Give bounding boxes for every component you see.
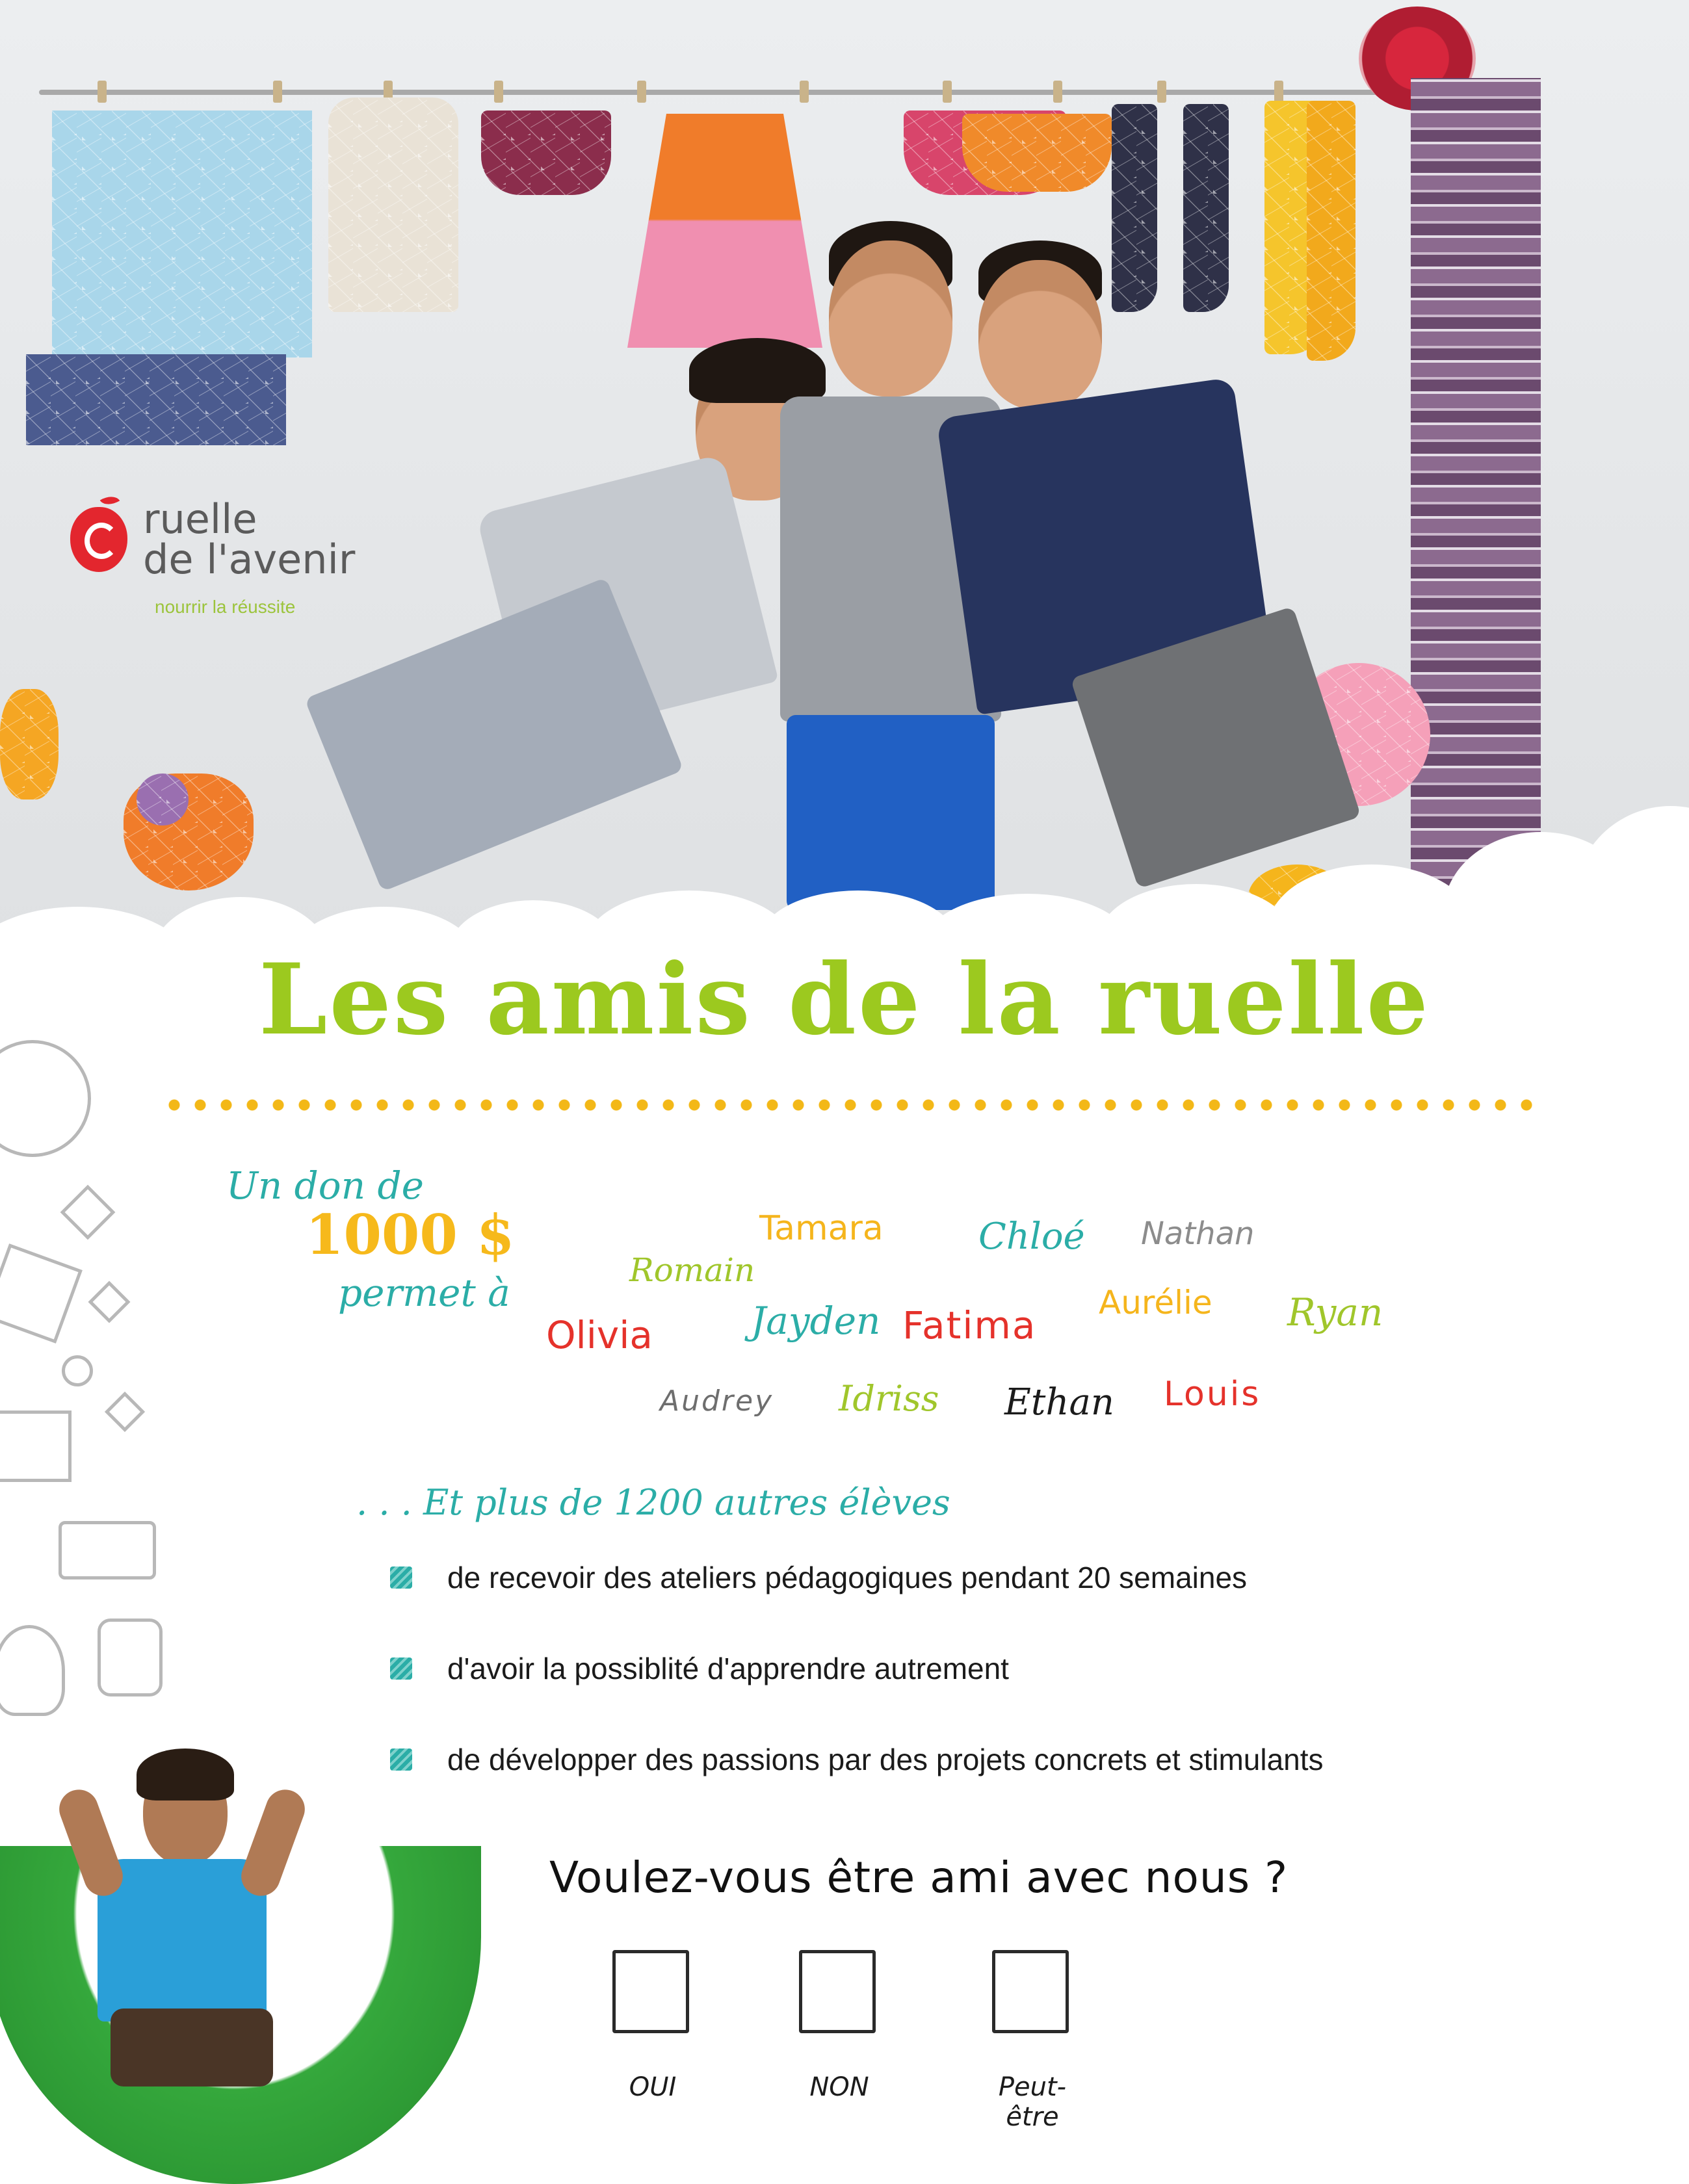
- choice-label: NON: [809, 2072, 869, 2102]
- choice-non[interactable]: [796, 1950, 881, 2102]
- hatched-square-icon: [390, 1658, 412, 1680]
- student-name: Tamara: [759, 1209, 884, 1248]
- logo-name: ruelle de l'avenir: [143, 495, 356, 583]
- hand-icon: [98, 1618, 163, 1696]
- don-permet: permet à: [338, 1271, 510, 1315]
- page-title: Les amis de la ruelle: [259, 942, 1430, 1057]
- mosaic-column: [1411, 78, 1541, 890]
- student-name: Fatima: [902, 1303, 1037, 1347]
- arrow-icon: [59, 1521, 156, 1580]
- lightbulb-icon: [0, 1625, 65, 1716]
- mosaic-clothesline: [39, 90, 1469, 95]
- hatched-square-icon: [390, 1748, 412, 1771]
- mosaic-tank-top: [328, 98, 458, 312]
- dotted-divider: [161, 1098, 1533, 1112]
- list-item: [390, 1742, 1495, 1833]
- student-name: Ethan: [1004, 1381, 1114, 1424]
- don-intro: Un don de: [226, 1164, 424, 1208]
- friend-question: Voulez-vous être ami avec nous ?: [549, 1852, 1289, 1903]
- student-name: Idriss: [839, 1378, 939, 1419]
- boy-left: [286, 338, 780, 923]
- don-amount: 1000 $: [306, 1202, 515, 1267]
- choice-label: OUI: [629, 2072, 677, 2102]
- mosaic-towel-band: [26, 354, 286, 445]
- list-item: [390, 1560, 1495, 1651]
- mosaic-underwear-3: [962, 114, 1112, 192]
- student-name: Jayden: [751, 1299, 881, 1343]
- list-item-text: de recevoir des ateliers pédagogiques pendant 20 semaines: [447, 1561, 1248, 1594]
- list-item-text: d'avoir la possiblité d'apprendre autrement: [447, 1652, 1009, 1685]
- list-item: [390, 1651, 1495, 1742]
- student-name: Aurélie: [1099, 1284, 1212, 1321]
- benefits-list: [390, 1560, 1495, 1833]
- boy-flexing: [72, 1748, 293, 2112]
- ruelle-logo: [70, 495, 408, 629]
- list-item-text: de développer des passions par des projets concrets et stimulants: [447, 1743, 1324, 1776]
- more-students-note: . . . Et plus de 1200 autres élèves: [356, 1482, 950, 1523]
- student-name: Audrey: [660, 1384, 774, 1418]
- student-name: Romain: [629, 1251, 755, 1289]
- choice-label: Peut-être: [998, 2072, 1067, 2132]
- hatched-square-icon: [390, 1566, 412, 1589]
- mosaic-towel: [52, 110, 312, 358]
- mosaic-flower: [137, 774, 189, 826]
- student-name: Nathan: [1141, 1216, 1255, 1252]
- checkbox[interactable]: [612, 1950, 689, 2033]
- circle-icon: [62, 1355, 93, 1386]
- boy-right: [956, 234, 1378, 910]
- student-name: Ryan: [1287, 1290, 1383, 1334]
- checkbox[interactable]: [992, 1950, 1069, 2033]
- hero-photo: [0, 0, 1689, 942]
- student-name: Louis: [1164, 1375, 1261, 1414]
- logo-tagline: nourrir la réussite: [155, 597, 296, 617]
- student-name: Chloé: [978, 1216, 1085, 1258]
- mosaic-flower: [0, 689, 59, 800]
- choice-oui[interactable]: [610, 1950, 694, 2102]
- brick-icon: [0, 1410, 72, 1482]
- mosaic-underwear-1: [481, 110, 611, 195]
- student-name: Olivia: [546, 1313, 653, 1357]
- choice-peut-etre[interactable]: [989, 1950, 1074, 2132]
- checkbox[interactable]: [799, 1950, 876, 2033]
- apple-spiral-icon: [70, 507, 127, 572]
